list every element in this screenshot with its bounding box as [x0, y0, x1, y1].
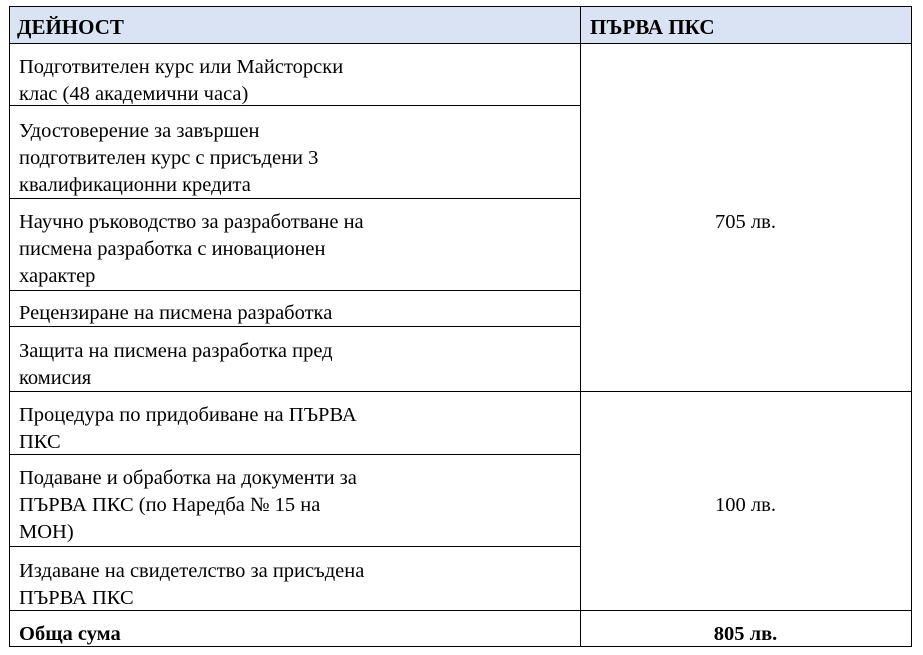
total-amount: 805 лв.: [713, 623, 778, 645]
activity-row: Научно ръководство за разработване на писмена разработка с иновационен характер: [19, 211, 364, 287]
group1-amount: 705 лв.: [715, 211, 776, 233]
fees-table: [9, 6, 912, 647]
header-activity: ДЕЙНОСТ: [10, 7, 580, 43]
activity-row: Процедура по придобиване на ПЪРВА ПКС: [19, 404, 357, 453]
total-label: Обща сума: [19, 623, 121, 645]
activity-row: Подаване и обработка на документи за ПЪРВА ПКС (по Наредба № 15 на МОН): [19, 467, 357, 543]
column-divider: [580, 7, 581, 646]
activity-row: Подготвителен курс или Майсторски клас (48 академични часа): [19, 56, 344, 105]
activity-row: Рецензиране на писмена разработка: [19, 302, 333, 324]
row-divider: [10, 546, 580, 547]
activity-row: Удостоверение за завършен подготвителен курс с присъдени 3 квалификационни кредита: [19, 120, 319, 196]
activity-row: Защита на писмена разработка пред комисия: [19, 340, 333, 389]
activity-row: Издаване на свидетелство за присъдена ПЪРВА ПКС: [19, 560, 365, 609]
row-divider: [10, 290, 580, 291]
header-divider: [10, 43, 911, 44]
group2-amount: 100 лв.: [715, 494, 776, 516]
header-first-pqd: ПЪРВА ПКС: [580, 7, 911, 43]
